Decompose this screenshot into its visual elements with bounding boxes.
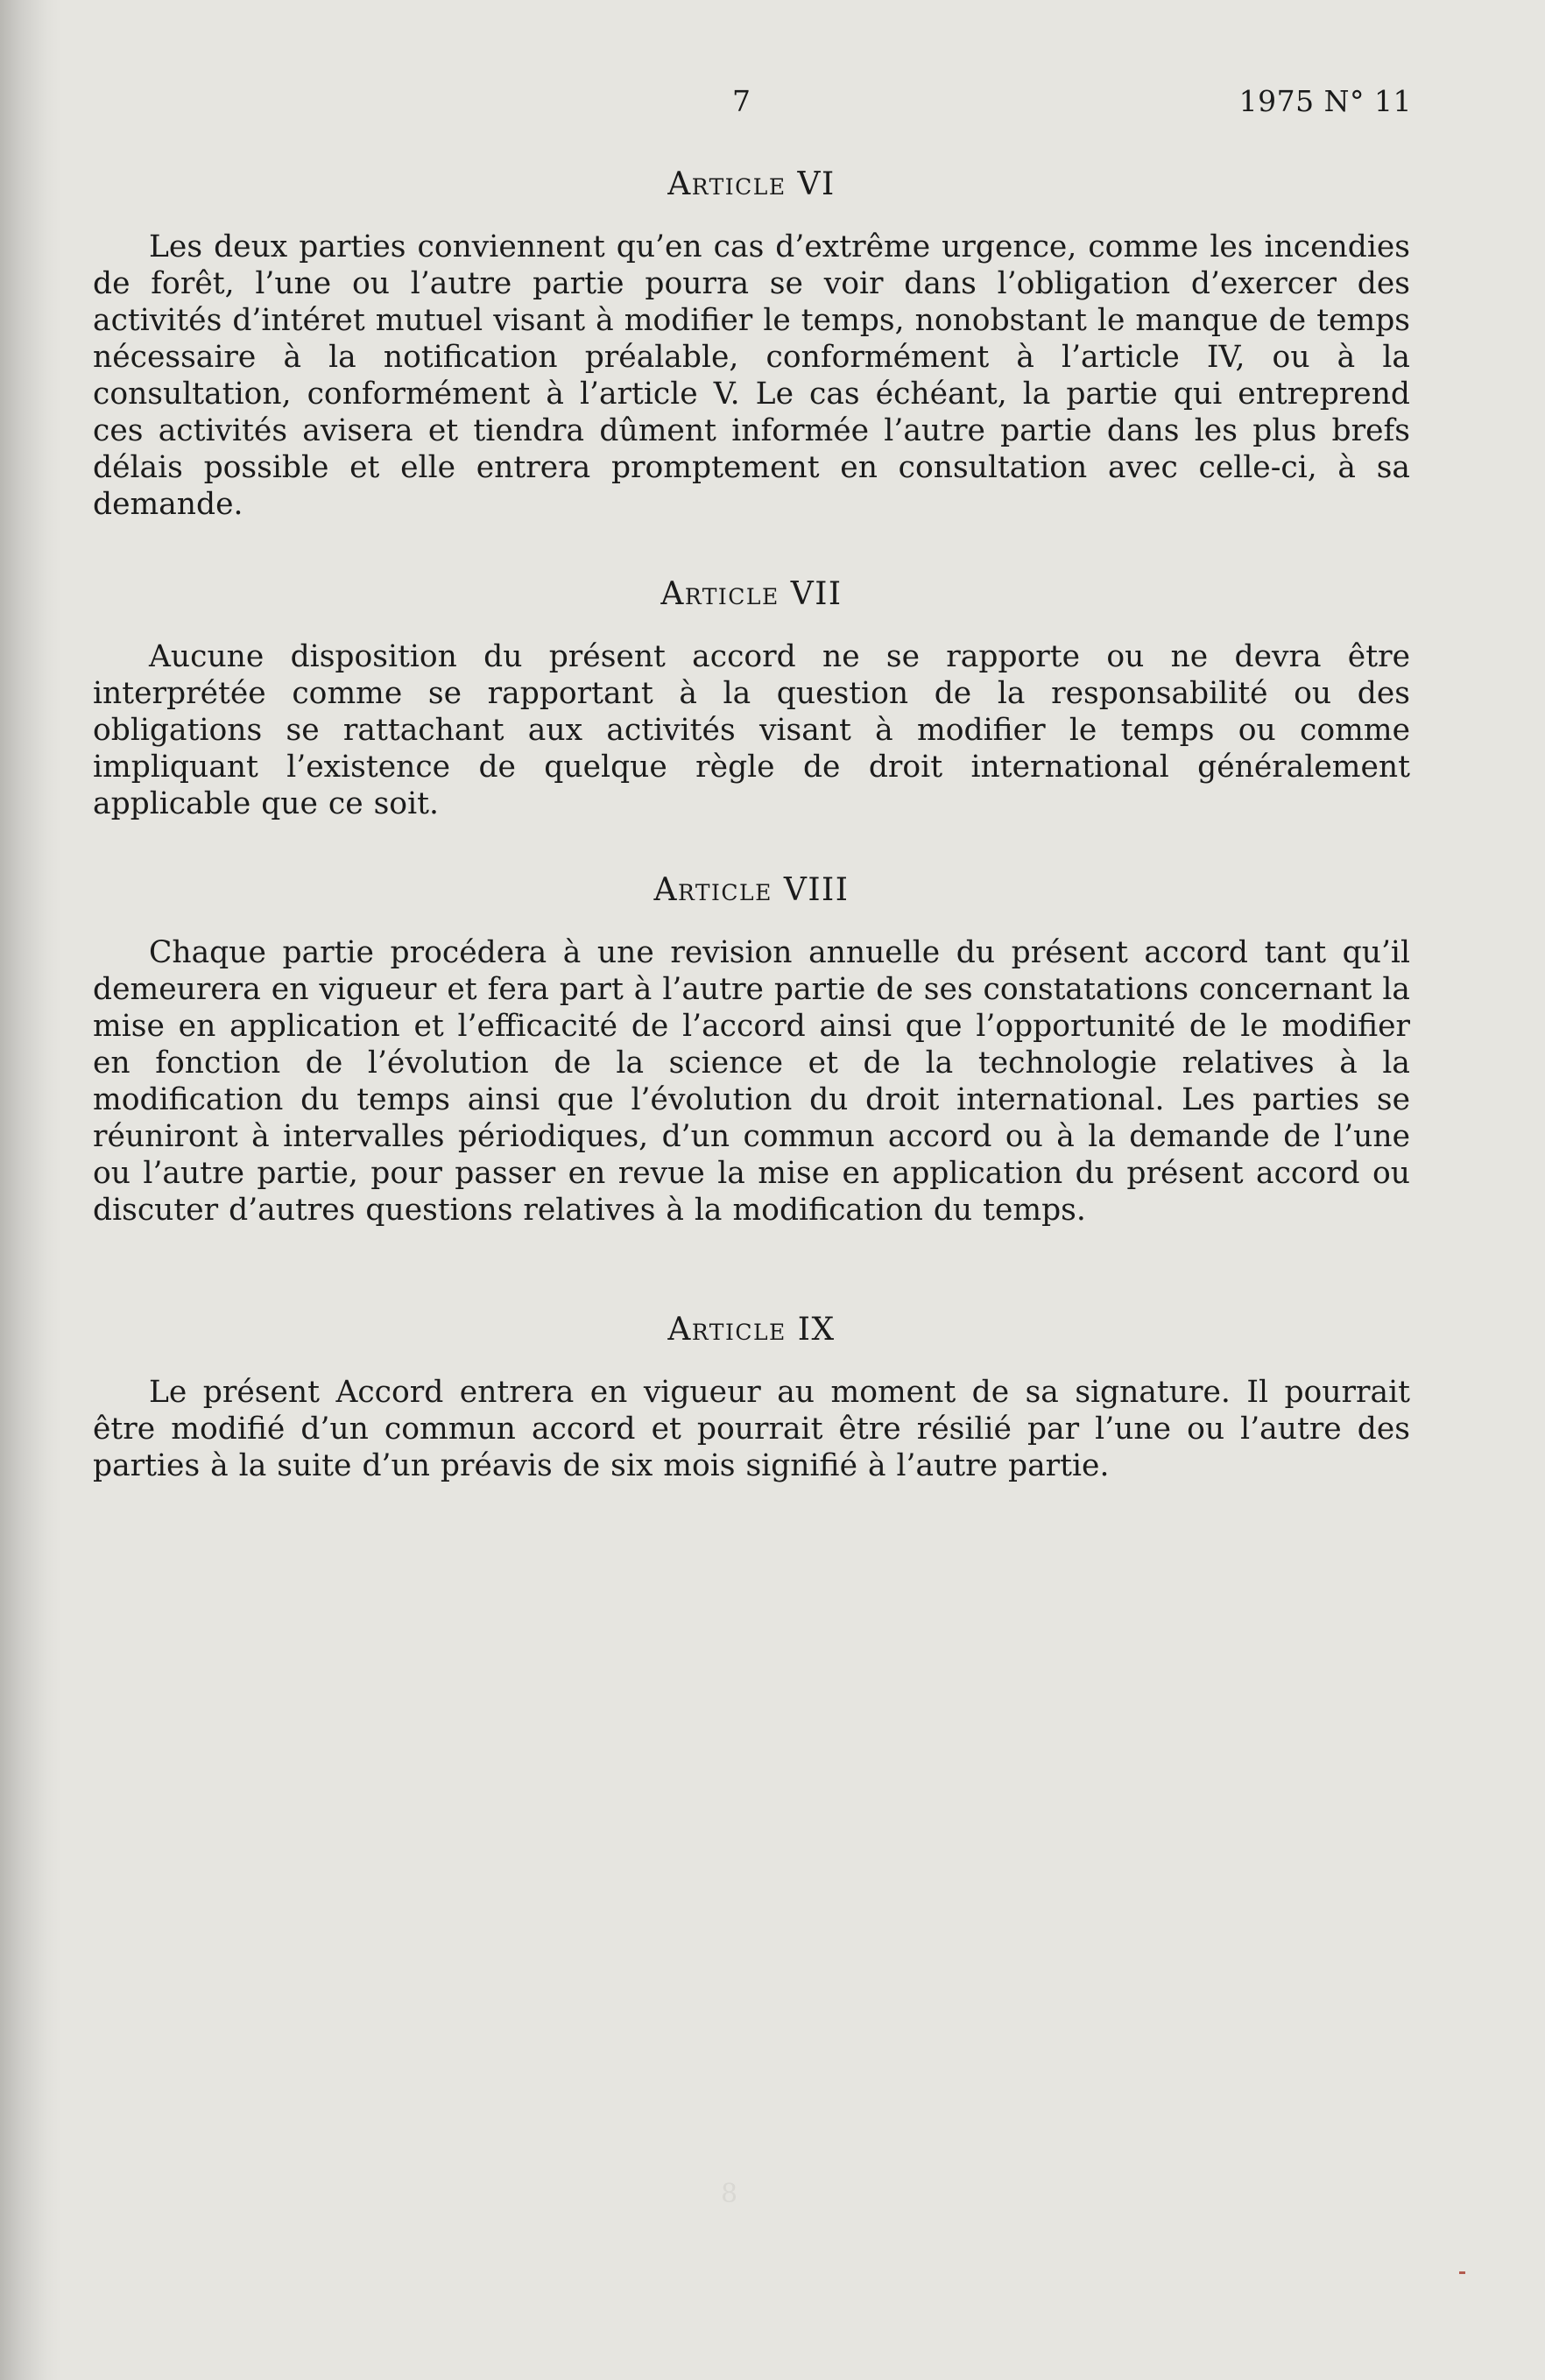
document-reference: 1975 N° 11: [1238, 84, 1412, 118]
article-paragraph: Les deux parties conviennent qu’en cas d’extrême urgence, comme les incendies de forêt, l’une ou l’autre partie pourra se voir dans l’obligation d’exercer des activités d’intéret mutuel visant à modifier le temps, nonobstant le manque de temps nécessaire à la notification préalable, conformément à l’article IV, ou à la consultation, conformément à l’article V. Le cas échéant, la partie qui entreprend ces activités avisera et tiendra dûment informée l’autre partie dans les plus brefs délais possible et elle entrera promptement en consultation avec celle-ci, à sa demande.: [93, 229, 1410, 522]
page-number: 7: [732, 84, 751, 118]
article-heading: Article VIII: [653, 872, 850, 908]
show-through-page-number: 8: [721, 2179, 738, 2209]
article-9: [93, 1312, 1410, 1484]
article-paragraph: Chaque partie procédera à une revision annuelle du présent accord tant qu’il demeurera en vigueur et fera part à l’autre partie de ses constatations concernant la mise en application et l’efficacité de l’accord ainsi que l’opportunité de le modifier en fonction de l’évolution de la science et de la technologie relatives à la modification du temps ainsi que l’évolution du droit international. Les parties se réuniront à intervalles périodiques, d’un commun accord ou à la demande de l’une ou l’autre partie, pour passer en revue la mise en application du présent accord ou discuter d’autres questions relatives à la modification du temps.: [93, 935, 1410, 1228]
red-mark: [1459, 2271, 1465, 2274]
article-7: [93, 576, 1410, 822]
article-paragraph: Le présent Accord entrera en vigueur au moment de sa signature. Il pourrait être modifié d’un commun accord et pourrait être résilié par l’une ou l’autre des parties à la suite d’un préavis de six mois signifié à l’autre partie.: [93, 1375, 1410, 1483]
article-heading: Article IX: [667, 1312, 836, 1348]
article-heading: Article VI: [667, 166, 836, 202]
article-6: [93, 166, 1410, 523]
article-heading: Article VII: [660, 576, 843, 612]
article-paragraph: Aucune disposition du présent accord ne se rapporte ou ne devra être interprétée comme se rapportant à la question de la responsabilité ou des obligations se rattachant aux activités visant à modifier le temps ou comme impliquant l’existence de quelque règle de droit international généralement applicable que ce soit.: [93, 639, 1410, 821]
article-8: [93, 872, 1410, 1229]
